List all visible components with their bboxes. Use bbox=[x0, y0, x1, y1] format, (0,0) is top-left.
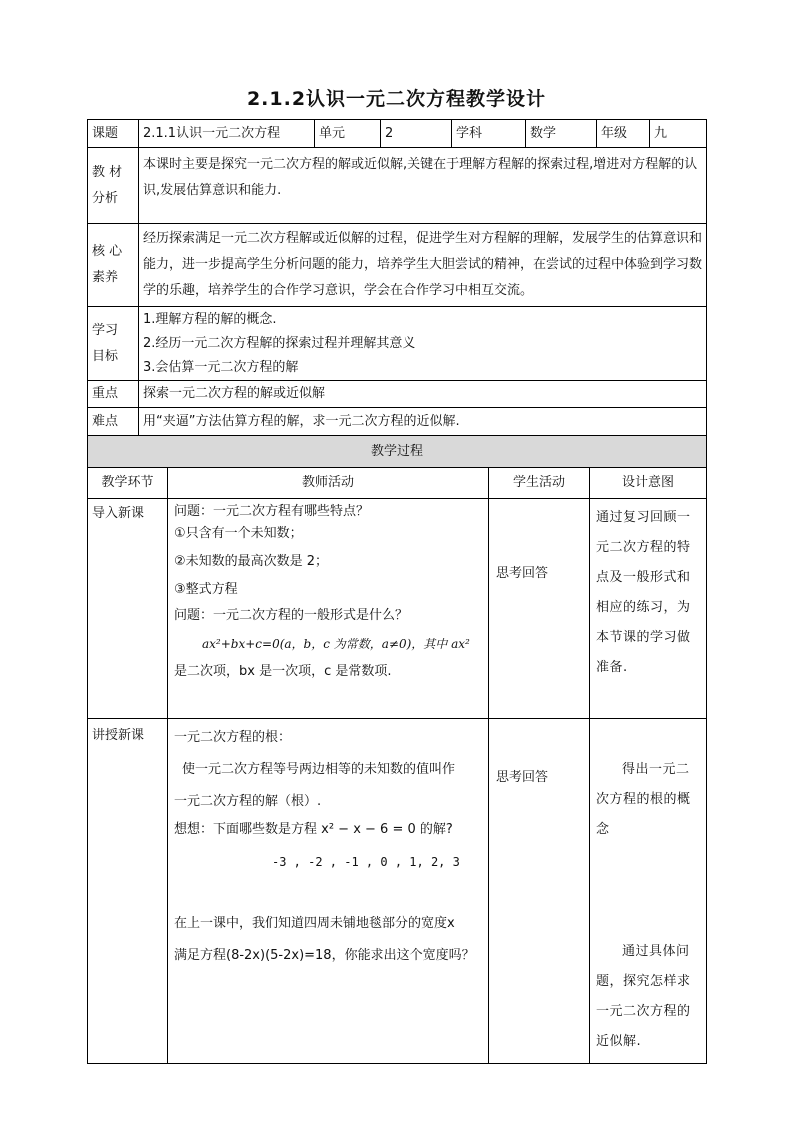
teach-intent-cell bbox=[589, 719, 707, 1064]
intro-point-1: ①只含有一个未知数； bbox=[174, 526, 303, 541]
goal-item: 1.理解方程的解的概念. bbox=[143, 312, 277, 327]
analysis-label-1: 教 材 bbox=[92, 164, 123, 180]
intro-intent-cell bbox=[589, 499, 707, 719]
subject-label: 学科 bbox=[456, 125, 483, 141]
difficulty-text-cell bbox=[138, 408, 707, 436]
literacy-label-2: 素养 bbox=[92, 270, 119, 285]
intro-question-2: 问题：一元二次方程的一般形式是什么？ bbox=[174, 608, 409, 623]
literacy-label-cell bbox=[87, 224, 139, 307]
literacy-text: 经历探索满足一元二次方程解或近似解的过程，促进学生对方程解的理解，发展学生的估算意识和能力，进一步提高学生分析问题的能力，培养学生大胆尝试的精神，在尝试的过程中体验到学习数学的乐趣，培养学生的合作学习意识，学会在合作学习中相互交流。 bbox=[143, 231, 703, 298]
column-header-stage: 教学环节 bbox=[87, 468, 168, 499]
intro-intent: 通过复习回顾一元二次方程的特点及一般形式和相应的练习，为本节课的学习做准备. bbox=[596, 510, 691, 675]
grade-label-cell bbox=[596, 119, 650, 148]
analysis-text-cell bbox=[138, 148, 707, 224]
grade-value: 九 bbox=[654, 125, 668, 141]
key-point-text: 探索一元二次方程的解或近似解 bbox=[143, 386, 326, 401]
intro-formula-line-2: 是二次项，bx 是一次项，c 是常数项. bbox=[174, 664, 392, 679]
teach-text-2: 使一元二次方程等号两边相等的未知数的值叫作 bbox=[182, 762, 456, 777]
difficulty-label: 难点 bbox=[92, 413, 119, 429]
column-header-student: 学生活动 bbox=[488, 468, 590, 499]
analysis-label-2: 分析 bbox=[92, 190, 119, 206]
topic-value: 2.1.1认识一元二次方程 bbox=[143, 125, 281, 141]
topic-value-cell bbox=[138, 119, 315, 148]
teach-student-cell bbox=[488, 719, 590, 1064]
analysis-text: 本课时主要是探究一元二次方程的解或近似解,关键在于理解方程解的探索过程,增进对方程解的认识,发展估算意识和能力. bbox=[143, 157, 698, 198]
analysis-label-cell bbox=[87, 148, 139, 224]
grade-value-cell bbox=[649, 119, 707, 148]
intro-point-3: ③整式方程 bbox=[174, 582, 238, 597]
process-header bbox=[87, 436, 707, 468]
teach-stage-cell bbox=[87, 719, 168, 1064]
intro-question-1: 问题：一元二次方程有哪些特点？ bbox=[174, 504, 370, 519]
subject-value-cell bbox=[525, 119, 597, 148]
page-title: 2.1.2认识一元二次方程教学设计 bbox=[246, 88, 547, 110]
unit-value: 2 bbox=[385, 125, 394, 141]
goals-list-cell bbox=[138, 307, 707, 381]
teach-intent-1: 得出一元二次方程的根的概念 bbox=[596, 762, 691, 837]
teach-stage: 讲授新课 bbox=[92, 728, 145, 743]
goal-item: 2.经历一元二次方程解的探索过程并理解其意义 bbox=[143, 336, 416, 351]
difficulty-text: 用“夹逼”方法估算方程的解，求一元二次方程的近似解. bbox=[143, 413, 460, 429]
intro-formula-line-1: ax²+bx+c=0(a，b，c 为常数，a≠0)，其中 ax² bbox=[202, 637, 470, 651]
teach-candidates: -3 , -2 , -1 , 0 , 1, 2, 3 bbox=[272, 855, 460, 869]
unit-label: 单元 bbox=[319, 125, 346, 141]
teach-intent-2: 通过具体问题，探究怎样求一元二次方程的近似解. bbox=[596, 944, 691, 1049]
grade-label: 年级 bbox=[601, 125, 628, 141]
literacy-label-1: 核 心 bbox=[92, 244, 123, 259]
key-point-label-cell bbox=[87, 381, 139, 408]
difficulty-label-cell bbox=[87, 408, 139, 436]
subject-value: 数学 bbox=[530, 125, 557, 141]
teach-text-7: 满足方程(8-2x)(5-2x)=18，你能求出这个宽度吗？ bbox=[174, 948, 475, 963]
key-point-text-cell bbox=[138, 381, 707, 408]
intro-point-2: ②未知数的最高次数是 2； bbox=[174, 554, 329, 569]
key-point-label: 重点 bbox=[92, 386, 119, 401]
intro-student-cell bbox=[488, 499, 590, 719]
process-header-text: 教学过程 bbox=[370, 443, 423, 459]
literacy-text-cell bbox=[138, 224, 707, 307]
intro-stage: 导入新课 bbox=[92, 506, 145, 521]
unit-label-cell bbox=[314, 119, 381, 148]
teach-text-4: 想想：下面哪些数是方程 x² − x − 6 = 0 的解? bbox=[174, 822, 453, 837]
topic-label: 课题 bbox=[92, 125, 119, 141]
teach-text-3: 一元二次方程的解（根）. bbox=[174, 794, 322, 809]
teach-student: 思考回答 bbox=[496, 770, 549, 785]
teach-text-1: 一元二次方程的根： bbox=[174, 730, 292, 745]
goals-label-cell bbox=[87, 307, 139, 381]
intro-teacher-cell bbox=[167, 499, 489, 719]
unit-value-cell bbox=[380, 119, 452, 148]
goals-label-1: 学习 bbox=[92, 322, 119, 338]
goals-label-2: 目标 bbox=[92, 348, 119, 364]
teach-text-6: 在上一课中，我们知道四周未铺地毯部分的宽度x bbox=[174, 916, 455, 931]
intro-student: 思考回答 bbox=[496, 566, 549, 581]
intro-stage-cell bbox=[87, 499, 168, 719]
teach-teacher-cell bbox=[167, 719, 489, 1064]
topic-label-cell bbox=[87, 119, 139, 148]
column-header-teacher: 教师活动 bbox=[167, 468, 489, 499]
subject-label-cell bbox=[451, 119, 526, 148]
goal-item: 3.会估算一元二次方程的解 bbox=[143, 360, 299, 375]
column-header-intent: 设计意图 bbox=[589, 468, 707, 499]
